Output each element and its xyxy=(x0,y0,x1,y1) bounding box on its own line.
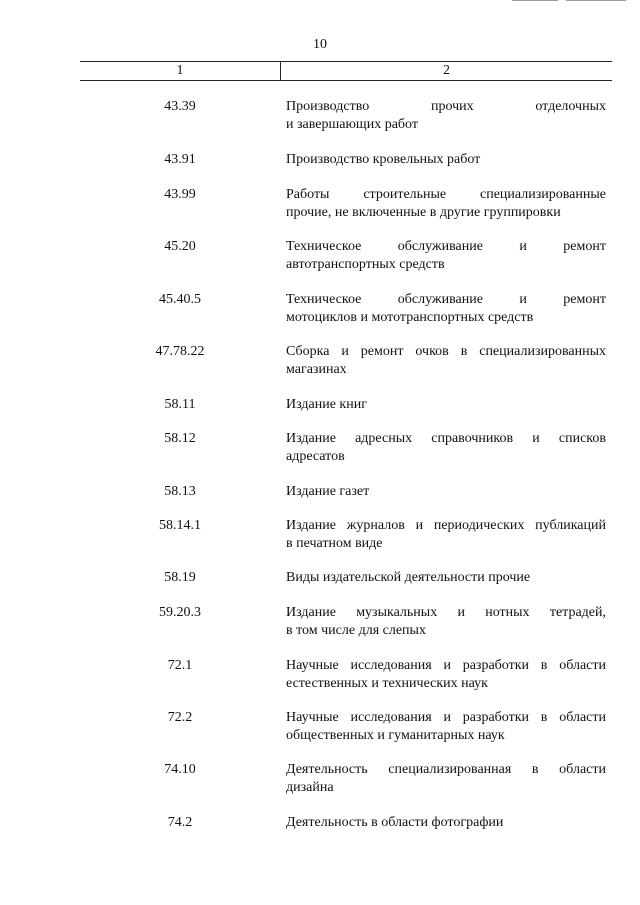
scan-artifact-line xyxy=(512,0,558,1)
activity-code: 45.40.5 xyxy=(159,292,201,307)
description-line: естественных и технических наук xyxy=(286,676,488,691)
description-line: прочие, не включенные в другие группировки xyxy=(286,205,561,220)
activity-description xyxy=(286,343,606,379)
activity-code: 45.20 xyxy=(164,239,196,254)
activity-code: 43.91 xyxy=(164,152,196,167)
description-line: Виды издательской деятельности прочие xyxy=(286,570,531,585)
activity-description xyxy=(286,186,606,222)
activity-description xyxy=(286,709,606,745)
activity-description xyxy=(286,291,606,327)
activity-code: 74.2 xyxy=(167,815,193,830)
activity-description xyxy=(286,238,606,274)
activity-code: 72.1 xyxy=(167,658,193,673)
description-line: автотранспортных средств xyxy=(286,257,445,272)
description-line: общественных и гуманитарных наук xyxy=(286,728,505,743)
description-line: и завершающих работ xyxy=(286,117,418,132)
description-line: Производство прочих отделочных xyxy=(286,99,606,114)
activity-description xyxy=(286,569,606,587)
activity-description xyxy=(286,430,606,466)
description-line: Сборка и ремонт очков в специализированных xyxy=(286,344,606,359)
scan-artifact-line xyxy=(566,0,626,1)
activity-code: 58.12 xyxy=(164,431,196,446)
description-line: адресатов xyxy=(286,449,345,464)
activity-code: 58.11 xyxy=(164,397,196,412)
description-line: Деятельность специализированная в области xyxy=(286,762,606,777)
page-number: 10 xyxy=(313,37,327,52)
activity-description xyxy=(286,604,606,640)
description-line: Издание газет xyxy=(286,484,370,499)
description-line: Издание музыкальных и нотных тетрадей, xyxy=(286,605,606,620)
description-line: Работы строительные специализированные xyxy=(286,187,606,202)
activity-code: 43.39 xyxy=(164,99,196,114)
activity-code: 43.99 xyxy=(164,187,196,202)
activity-code: 58.13 xyxy=(164,484,196,499)
description-line: Издание книг xyxy=(286,397,367,412)
table-header xyxy=(80,61,612,81)
description-line: в том числе для слепых xyxy=(286,623,426,638)
activity-description xyxy=(286,517,606,553)
activity-code: 72.2 xyxy=(167,710,193,725)
description-line: Издание журналов и периодических публикаций xyxy=(286,518,606,533)
activity-description xyxy=(286,657,606,693)
activity-code: 58.14.1 xyxy=(159,518,201,533)
description-line: Деятельность в области фотографии xyxy=(286,815,504,830)
activity-code: 58.19 xyxy=(164,570,196,585)
description-line: магазинах xyxy=(286,362,347,377)
column-2-header: 2 xyxy=(443,63,450,78)
column-1-header: 1 xyxy=(80,62,281,80)
description-line: Техническое обслуживание и ремонт xyxy=(286,292,606,307)
description-line: Издание адресных справочников и списков xyxy=(286,431,606,446)
description-line: Научные исследования и разработки в области xyxy=(286,658,606,673)
description-line: дизайна xyxy=(286,780,334,795)
description-line: в печатном виде xyxy=(286,536,383,551)
activity-description xyxy=(286,396,606,414)
activity-description xyxy=(286,151,606,169)
activity-description xyxy=(286,483,606,501)
description-line: Научные исследования и разработки в области xyxy=(286,710,606,725)
activity-description xyxy=(286,98,606,134)
activity-code: 47.78.22 xyxy=(155,344,205,359)
description-line: Производство кровельных работ xyxy=(286,152,481,167)
activity-code: 74.10 xyxy=(164,762,196,777)
description-line: мотоциклов и мототранспортных средств xyxy=(286,310,534,325)
activity-description xyxy=(286,761,606,797)
activity-description xyxy=(286,814,606,832)
activity-code: 59.20.3 xyxy=(159,605,201,620)
description-line: Техническое обслуживание и ремонт xyxy=(286,239,606,254)
